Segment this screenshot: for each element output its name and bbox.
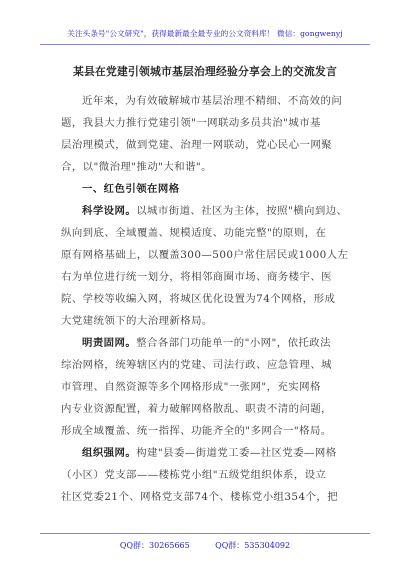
line-text: 近年来，为有效破解城市基层治理不精细、不高效的问 <box>82 95 343 107</box>
line-text: 一、红色引领在网格 <box>82 183 180 195</box>
line-text: 以城市街道、社区为主体，按照"横向到边、 <box>136 205 348 217</box>
line-text: 题，我县大力推行党建引领"一网联动多员共治"城市基 <box>61 117 321 129</box>
paragraph-line <box>61 442 357 464</box>
qq-group-number-2: 535304092 <box>244 541 291 550</box>
footer-divider <box>40 533 370 534</box>
line-text: 形成全域覆盖、统一指挥、功能齐全的"多网合一"格局。 <box>61 425 332 437</box>
paragraph-line <box>61 310 357 332</box>
header-promo-note: 关注头条号"公文研究"，获得最新最全最专业的公文资料库！ 微信：gongwenyj <box>67 29 343 38</box>
paragraph-lead: 明责固网。 <box>82 337 137 349</box>
line-text: 内专业资源配置，着力破解网格散乱、职责不清的问题， <box>61 403 333 415</box>
line-text: 市管理、自然资源等多个网格形成"一张网"，充实网格 <box>61 381 321 393</box>
paragraph-line <box>61 200 357 222</box>
footer-contact <box>40 540 370 551</box>
paragraph-line <box>61 332 357 354</box>
paragraph-line <box>61 156 357 178</box>
line-text: 层治理模式，做到党建、治理一网联动，党心民心一网聚 <box>61 139 333 151</box>
paragraph-line <box>61 90 357 112</box>
line-text: 纵向到底、全域覆盖、规模适度、功能完整"的原则，在 <box>61 227 327 239</box>
paragraph-line <box>61 222 357 244</box>
paragraph-line <box>61 288 357 310</box>
section-heading <box>61 178 357 200</box>
paragraph-line <box>61 134 357 156</box>
paragraph-line <box>61 420 357 442</box>
qq-group-label-1: QQ群： <box>119 541 150 550</box>
paragraph-line <box>61 464 357 486</box>
qq-group-number-1: 30265665 <box>149 541 190 550</box>
paragraph-line <box>61 112 357 134</box>
line-text: 合，以"微治理"推动"大和谐"。 <box>61 161 213 173</box>
qq-group-label-2: QQ群： <box>215 541 245 550</box>
paragraph-lead: 组织强网。 <box>82 447 137 459</box>
paragraph-line <box>61 266 357 288</box>
document-body <box>61 90 357 508</box>
paragraph-line <box>61 354 357 376</box>
paragraph-lead: 科学设网。 <box>82 205 137 217</box>
line-text: 右为单位进行统一划分，将相邻商圈市场、商务楼宇、医 <box>61 271 333 283</box>
line-text: 原有网格基础上，以覆盖300—500户常住居民或1000人左 <box>61 249 349 261</box>
line-text: 构建"县委—街道党工委—社区党委—网格 <box>136 447 337 459</box>
document-title: 某县在党建引领城市基层治理经验分享会上的交流发言 <box>73 65 337 78</box>
line-text: 大党建统领下的大治理新格局。 <box>61 315 213 327</box>
paragraph-line <box>61 398 357 420</box>
line-text: 综治网格，统筹辖区内的党建、司法行政、应急管理、城 <box>61 359 333 371</box>
header-divider <box>40 44 370 45</box>
footer-spacer <box>190 541 215 550</box>
line-text: （小区）党支部——楼栋党小组"五级党组织体系，设立 <box>61 469 327 481</box>
paragraph-line <box>61 376 357 398</box>
line-text: 院、学校等收编入网，将城区优化设置为74个网格，形成 <box>61 293 336 305</box>
paragraph-line <box>61 486 357 508</box>
line-text: 整合各部门功能单一的"小网"，依托政法 <box>136 337 331 349</box>
line-text: 社区党委21个、网格党支部74个、楼栋党小组354个，把 <box>61 491 339 503</box>
paragraph-line <box>61 244 357 266</box>
